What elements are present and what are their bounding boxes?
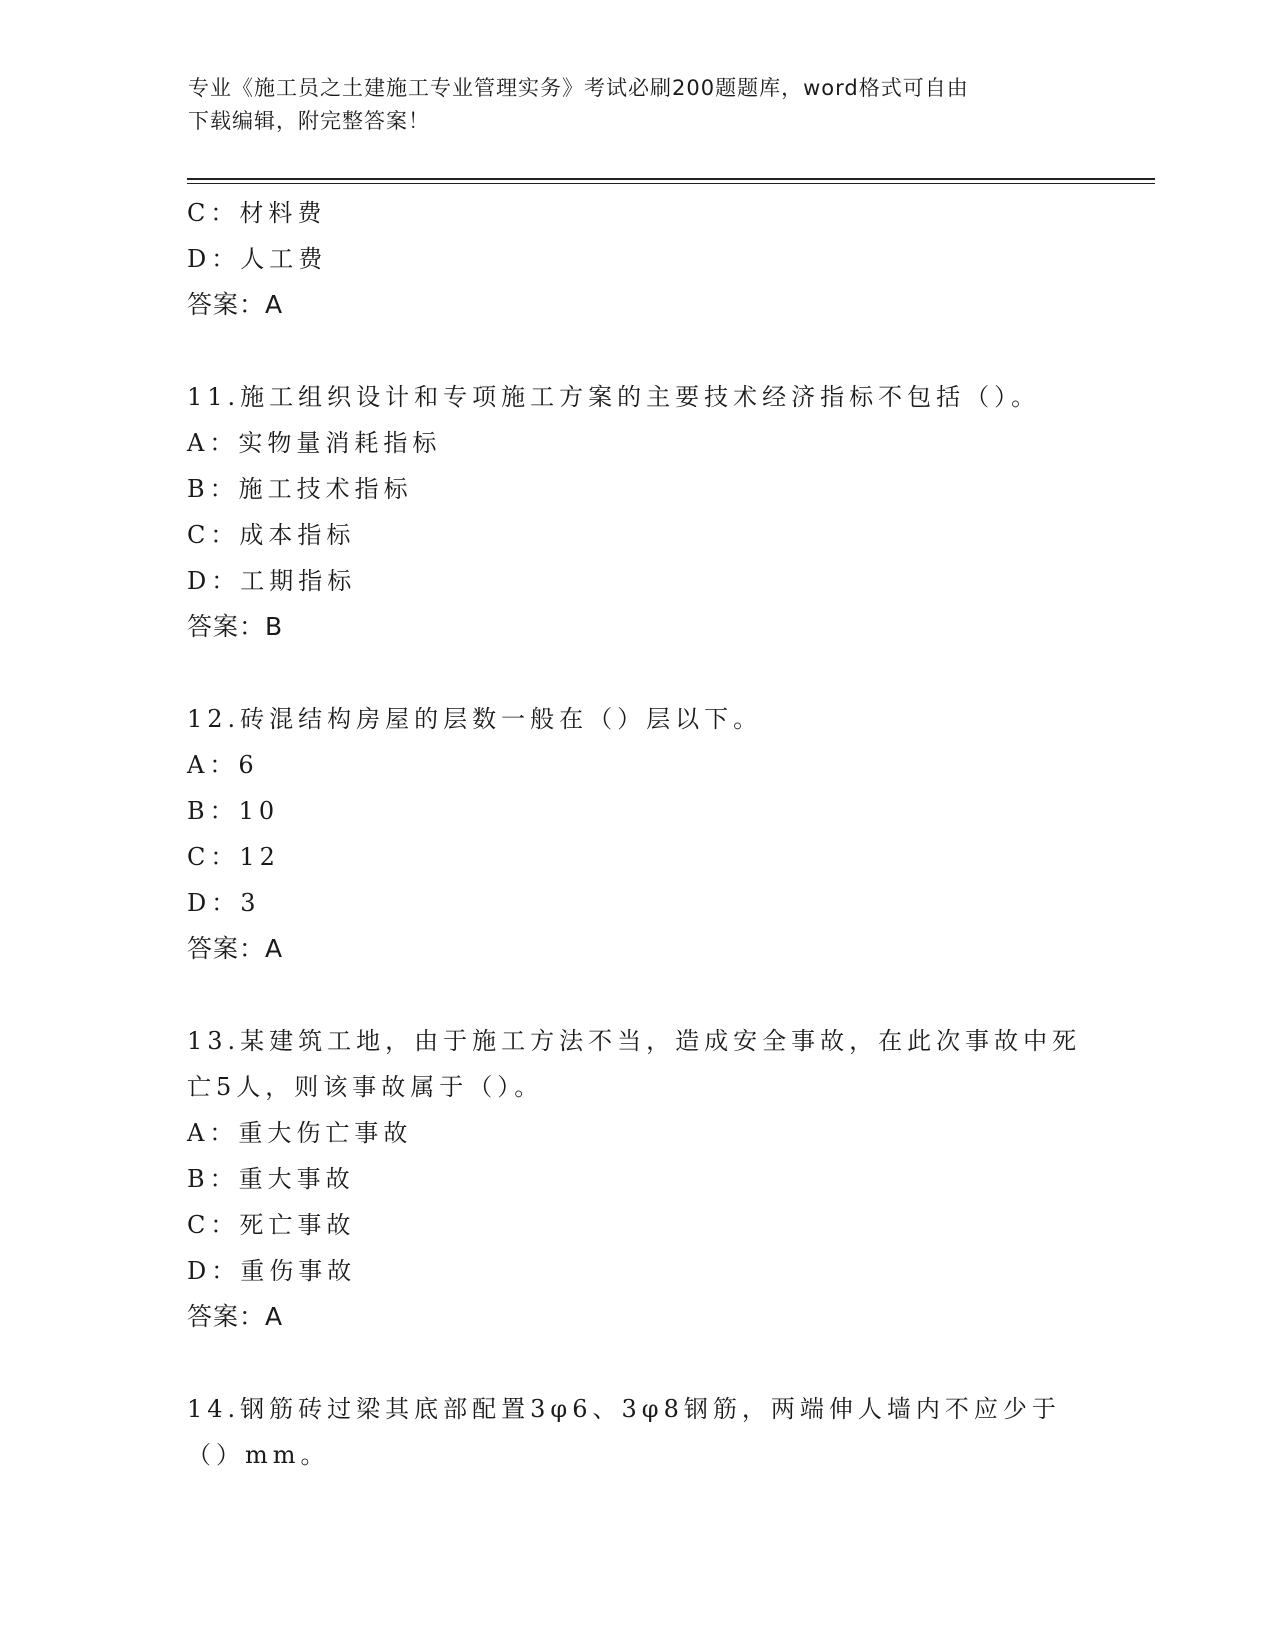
answer-line: 答案：B: [187, 612, 284, 641]
question-stem: 12.砖混结构房屋的层数一般在（）层以下。: [187, 705, 763, 733]
header-rule-thick: [187, 178, 1155, 180]
question-stem-line-2: （）mm。: [187, 1441, 330, 1469]
question-gap: [187, 650, 1087, 696]
question-14: [187, 1386, 1087, 1478]
option-c: C：材料费: [187, 199, 327, 227]
option-d: D：工期指标: [187, 567, 357, 595]
option-d: D：3: [187, 889, 261, 917]
header-line-2: 下载编辑，附完整答案！: [188, 109, 430, 133]
option-a: A：重大伤亡事故: [187, 1119, 413, 1147]
option-b: B：重大事故: [187, 1165, 355, 1193]
question-stem-line-1: 13.某建筑工地，由于施工方法不当，造成安全事故，在此次事故中死: [187, 1027, 1082, 1055]
question-stem: 11.施工组织设计和专项施工方案的主要技术经济指标不包括（）。: [187, 383, 1041, 411]
question-11: [187, 374, 1087, 650]
page-header: [188, 72, 1088, 138]
option-b: B：10: [187, 797, 280, 825]
question-stem-line-1: 14.钢筋砖过梁其底部配置3φ6、3φ8钢筋，两端伸人墙内不应少于: [187, 1395, 1061, 1423]
header-rule-thin: [187, 183, 1155, 184]
option-c: C：死亡事故: [187, 1211, 356, 1239]
option-d: D：人工费: [187, 245, 328, 273]
answer-line: 答案：A: [187, 934, 284, 963]
answer-line: 答案：A: [187, 1302, 284, 1331]
option-c: C：成本指标: [187, 521, 356, 549]
question-gap: [187, 328, 1087, 374]
question-gap: [187, 1340, 1087, 1386]
option-b: B：施工技术指标: [187, 475, 413, 503]
answer-line: 答案：A: [187, 290, 284, 319]
header-line-1: 专业《施工员之土建施工专业管理实务》考试必刷200题题库，word格式可自由: [188, 76, 969, 100]
question-13: [187, 1018, 1087, 1340]
question-12: [187, 696, 1087, 972]
option-c: C：12: [187, 843, 280, 871]
question-list: [187, 190, 1087, 1478]
question-gap: [187, 972, 1087, 1018]
option-d: D：重伤事故: [187, 1257, 357, 1285]
question-stem-line-2: 亡5人，则该事故属于（）。: [187, 1073, 544, 1101]
option-a: A：实物量消耗指标: [187, 429, 442, 457]
option-a: A：6: [187, 751, 259, 779]
